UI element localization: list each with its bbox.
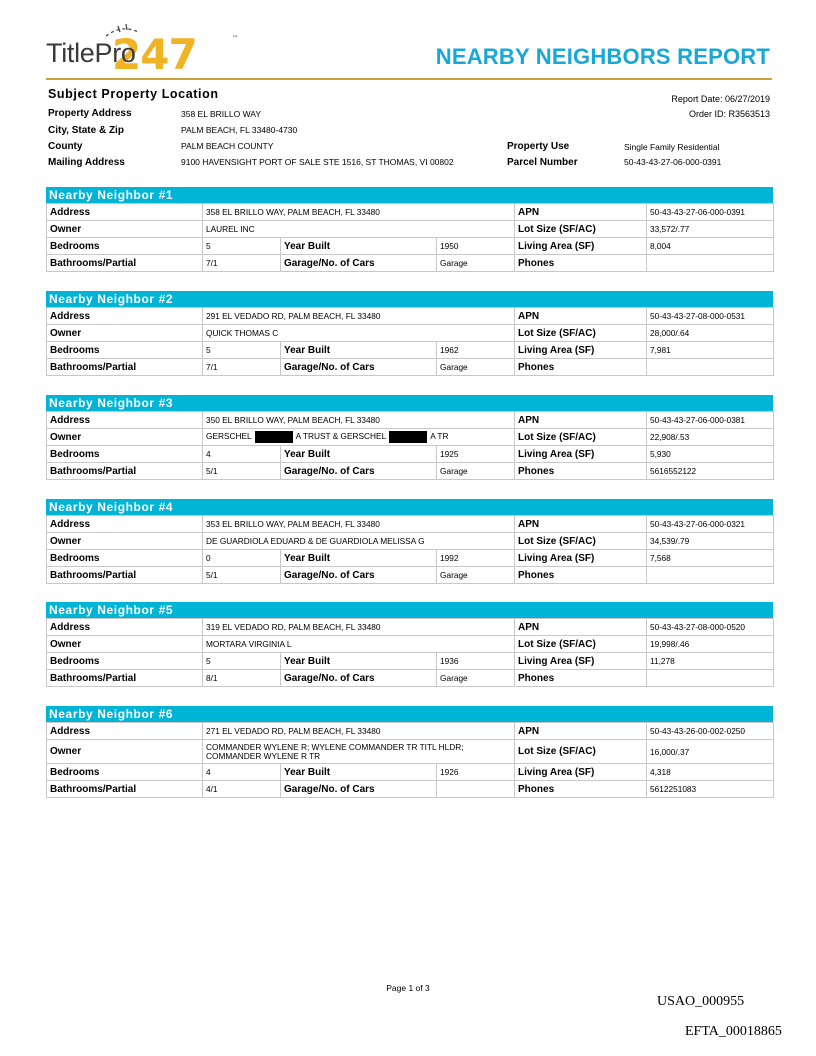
- parcel-number-label: Parcel Number: [507, 157, 578, 168]
- bathrooms-label: Bathrooms/Partial: [47, 781, 203, 798]
- garage-value: Garage: [437, 567, 515, 584]
- garage-label: Garage/No. of Cars: [281, 670, 437, 687]
- neighbor-section-title: Nearby Neighbor #1: [46, 187, 773, 203]
- bathrooms-value: 4/1: [203, 781, 281, 798]
- neighbor-table: [46, 411, 774, 480]
- property-address-value: 358 EL BRILLO WAY: [181, 109, 261, 119]
- phones-value: [647, 255, 774, 272]
- mailing-address-label: Mailing Address: [48, 157, 125, 168]
- owner-label: Owner: [47, 221, 203, 238]
- phones-value: [647, 359, 774, 376]
- address-value: 353 EL BRILLO WAY, PALM BEACH, FL 33480: [203, 516, 515, 533]
- apn-value: 50-43-43-27-06-000-0391: [647, 204, 774, 221]
- bedrooms-value: 5: [203, 342, 281, 359]
- phones-value: 5612251083: [647, 781, 774, 798]
- table-row: [47, 308, 774, 325]
- table-row: [47, 781, 774, 798]
- living-area-label: Living Area (SF): [515, 550, 647, 567]
- apn-label: APN: [515, 308, 647, 325]
- living-area-value: 7,981: [647, 342, 774, 359]
- address-value: 271 EL VEDADO RD, PALM BEACH, FL 33480: [203, 723, 515, 740]
- year-built-value: 1936: [437, 653, 515, 670]
- svg-text:™: ™: [232, 35, 238, 42]
- lot-size-label: Lot Size (SF/AC): [515, 429, 647, 446]
- property-address-label: Property Address: [48, 108, 132, 119]
- bedrooms-value: 4: [203, 446, 281, 463]
- lot-size-label: Lot Size (SF/AC): [515, 636, 647, 653]
- garage-label: Garage/No. of Cars: [281, 359, 437, 376]
- owner-value: LAUREL INC: [203, 221, 515, 238]
- page-number: Page 1 of 3: [386, 983, 430, 993]
- table-row: [47, 567, 774, 584]
- year-built-value: 1925: [437, 446, 515, 463]
- neighbor-section-4: [46, 499, 773, 584]
- address-value: 358 EL BRILLO WAY, PALM BEACH, FL 33480: [203, 204, 515, 221]
- neighbor-table: [46, 722, 774, 798]
- apn-value: 50-43-43-27-08-000-0531: [647, 308, 774, 325]
- table-row: [47, 412, 774, 429]
- apn-value: 50-43-43-27-06-000-0381: [647, 412, 774, 429]
- address-value: 291 EL VEDADO RD, PALM BEACH, FL 33480: [203, 308, 515, 325]
- owner-part-2: A TRUST & GERSCHEL: [295, 431, 387, 442]
- neighbor-section-title: Nearby Neighbor #6: [46, 706, 773, 722]
- owner-part-1: GERSCHEL: [206, 431, 252, 442]
- phones-value: [647, 670, 774, 687]
- neighbor-section-title: Nearby Neighbor #5: [46, 602, 773, 618]
- year-built-label: Year Built: [281, 764, 437, 781]
- table-row: [47, 463, 774, 480]
- redaction-block: [255, 431, 293, 443]
- owner-value: DE GUARDIOLA EDUARD & DE GUARDIOLA MELISSA G: [203, 533, 515, 550]
- year-built-value: 1926: [437, 764, 515, 781]
- neighbor-section-title: Nearby Neighbor #4: [46, 499, 773, 515]
- bathrooms-label: Bathrooms/Partial: [47, 255, 203, 272]
- header-divider: [46, 78, 772, 80]
- owner-value: COMMANDER WYLENE R; WYLENE COMMANDER TR TITL HLDR; COMMANDER WYLENE R TR: [203, 740, 515, 764]
- bedrooms-label: Bedrooms: [47, 446, 203, 463]
- bedrooms-label: Bedrooms: [47, 764, 203, 781]
- bedrooms-value: 0: [203, 550, 281, 567]
- phones-label: Phones: [515, 463, 647, 480]
- garage-value: Garage: [437, 255, 515, 272]
- table-row: [47, 204, 774, 221]
- table-row: [47, 325, 774, 342]
- lot-size-value: 33,572/.77: [647, 221, 774, 238]
- year-built-label: Year Built: [281, 653, 437, 670]
- living-area-value: 8,004: [647, 238, 774, 255]
- lot-size-value: 28,000/.64: [647, 325, 774, 342]
- owner-value: QUICK THOMAS C: [203, 325, 515, 342]
- neighbor-section-5: [46, 602, 773, 687]
- bathrooms-value: 7/1: [203, 255, 281, 272]
- garage-value: Garage: [437, 670, 515, 687]
- address-value: 350 EL BRILLO WAY, PALM BEACH, FL 33480: [203, 412, 515, 429]
- order-id: Order ID: R3563513: [688, 109, 770, 119]
- svg-text:247: 247: [112, 30, 197, 74]
- year-built-value: 1950: [437, 238, 515, 255]
- year-built-label: Year Built: [281, 550, 437, 567]
- neighbor-section-title: Nearby Neighbor #3: [46, 395, 773, 411]
- table-row: [47, 653, 774, 670]
- phones-label: Phones: [515, 670, 647, 687]
- phones-value: 5616552122: [647, 463, 774, 480]
- city-state-zip-label: City, State & Zip: [48, 125, 124, 136]
- neighbor-section-title: Nearby Neighbor #2: [46, 291, 773, 307]
- titlepro247-logo: [46, 22, 246, 74]
- table-row: [47, 429, 774, 446]
- table-row: [47, 550, 774, 567]
- neighbor-table: [46, 307, 774, 376]
- address-label: Address: [47, 723, 203, 740]
- address-label: Address: [47, 204, 203, 221]
- neighbor-section-1: [46, 187, 773, 272]
- address-label: Address: [47, 516, 203, 533]
- lot-size-label: Lot Size (SF/AC): [515, 221, 647, 238]
- living-area-label: Living Area (SF): [515, 446, 647, 463]
- table-row: [47, 255, 774, 272]
- property-use-label: Property Use: [507, 141, 570, 152]
- neighbor-table: [46, 203, 774, 272]
- phones-label: Phones: [515, 781, 647, 798]
- bathrooms-value: 7/1: [203, 359, 281, 376]
- apn-value: 50-43-43-27-06-000-0321: [647, 516, 774, 533]
- living-area-value: 7,568: [647, 550, 774, 567]
- bedrooms-label: Bedrooms: [47, 342, 203, 359]
- bedrooms-label: Bedrooms: [47, 238, 203, 255]
- table-row: [47, 359, 774, 376]
- apn-value: 50-43-43-27-08-000-0520: [647, 619, 774, 636]
- lot-size-label: Lot Size (SF/AC): [515, 325, 647, 342]
- phones-value: [647, 567, 774, 584]
- lot-size-value: 19,998/.46: [647, 636, 774, 653]
- year-built-label: Year Built: [281, 446, 437, 463]
- living-area-value: 5,930: [647, 446, 774, 463]
- garage-label: Garage/No. of Cars: [281, 567, 437, 584]
- year-built-label: Year Built: [281, 238, 437, 255]
- lot-size-value: 16,000/.37: [647, 740, 774, 764]
- neighbor-section-2: [46, 291, 773, 376]
- mailing-address-value: 9100 HAVENSIGHT PORT OF SALE STE 1516, ST THOMAS, VI 00802: [181, 157, 454, 167]
- bathrooms-value: 5/1: [203, 567, 281, 584]
- apn-label: APN: [515, 412, 647, 429]
- apn-label: APN: [515, 516, 647, 533]
- owner-value: [203, 429, 515, 446]
- redaction-block: [389, 431, 427, 443]
- owner-value: MORTARA VIRGINIA L: [203, 636, 515, 653]
- phones-label: Phones: [515, 255, 647, 272]
- garage-label: Garage/No. of Cars: [281, 781, 437, 798]
- owner-label: Owner: [47, 429, 203, 446]
- table-row: [47, 740, 774, 764]
- lot-size-value: 34,539/.79: [647, 533, 774, 550]
- apn-label: APN: [515, 204, 647, 221]
- bathrooms-label: Bathrooms/Partial: [47, 463, 203, 480]
- bathrooms-value: 8/1: [203, 670, 281, 687]
- bedrooms-label: Bedrooms: [47, 653, 203, 670]
- living-area-label: Living Area (SF): [515, 342, 647, 359]
- parcel-number-value: 50-43-43-27-06-000-0391: [624, 157, 722, 167]
- report-title: NEARBY NEIGHBORS REPORT: [435, 44, 770, 69]
- neighbor-section-3: [46, 395, 773, 480]
- owner-label: Owner: [47, 636, 203, 653]
- year-built-label: Year Built: [281, 342, 437, 359]
- table-row: [47, 670, 774, 687]
- bathrooms-value: 5/1: [203, 463, 281, 480]
- table-row: [47, 516, 774, 533]
- bates-stamp-efta: EFTA_00018865: [685, 1024, 782, 1039]
- neighbor-table: [46, 515, 774, 584]
- report-date: Report Date: 06/27/2019: [671, 94, 770, 104]
- table-row: [47, 446, 774, 463]
- table-row: [47, 221, 774, 238]
- lot-size-label: Lot Size (SF/AC): [515, 740, 647, 764]
- bedrooms-label: Bedrooms: [47, 550, 203, 567]
- apn-value: 50-43-43-26-00-002-0250: [647, 723, 774, 740]
- bates-stamp-usao: USAO_000955: [657, 994, 745, 1009]
- bathrooms-label: Bathrooms/Partial: [47, 567, 203, 584]
- garage-label: Garage/No. of Cars: [281, 255, 437, 272]
- apn-label: APN: [515, 619, 647, 636]
- table-row: [47, 238, 774, 255]
- logo-wordmark: TitlePro: [46, 38, 136, 68]
- address-label: Address: [47, 619, 203, 636]
- county-value: PALM BEACH COUNTY: [181, 141, 274, 151]
- neighbor-section-6: [46, 706, 773, 798]
- table-row: [47, 533, 774, 550]
- year-built-value: 1962: [437, 342, 515, 359]
- table-row: [47, 619, 774, 636]
- garage-value: Garage: [437, 359, 515, 376]
- apn-label: APN: [515, 723, 647, 740]
- subject-section-title: Subject Property Location: [48, 87, 219, 101]
- table-row: [47, 723, 774, 740]
- table-row: [47, 764, 774, 781]
- bedrooms-value: 5: [203, 653, 281, 670]
- lot-size-label: Lot Size (SF/AC): [515, 533, 647, 550]
- bathrooms-label: Bathrooms/Partial: [47, 670, 203, 687]
- living-area-label: Living Area (SF): [515, 653, 647, 670]
- living-area-label: Living Area (SF): [515, 238, 647, 255]
- garage-label: Garage/No. of Cars: [281, 463, 437, 480]
- city-state-zip-value: PALM BEACH, FL 33480-4730: [181, 125, 298, 135]
- bedrooms-value: 5: [203, 238, 281, 255]
- county-label: County: [48, 141, 83, 152]
- living-area-value: 11,278: [647, 653, 774, 670]
- living-area-label: Living Area (SF): [515, 764, 647, 781]
- bedrooms-value: 4: [203, 764, 281, 781]
- owner-part-3: A TR: [430, 431, 449, 442]
- table-row: [47, 636, 774, 653]
- table-row: [47, 342, 774, 359]
- year-built-value: 1992: [437, 550, 515, 567]
- bathrooms-label: Bathrooms/Partial: [47, 359, 203, 376]
- living-area-value: 4,318: [647, 764, 774, 781]
- address-value: 319 EL VEDADO RD, PALM BEACH, FL 33480: [203, 619, 515, 636]
- phones-label: Phones: [515, 359, 647, 376]
- garage-value: [437, 781, 515, 798]
- owner-label: Owner: [47, 533, 203, 550]
- owner-label: Owner: [47, 740, 203, 764]
- neighbor-table: [46, 618, 774, 687]
- address-label: Address: [47, 308, 203, 325]
- phones-label: Phones: [515, 567, 647, 584]
- owner-label: Owner: [47, 325, 203, 342]
- lot-size-value: 22,908/.53: [647, 429, 774, 446]
- garage-value: Garage: [437, 463, 515, 480]
- address-label: Address: [47, 412, 203, 429]
- property-use-value: Single Family Residential: [624, 142, 720, 152]
